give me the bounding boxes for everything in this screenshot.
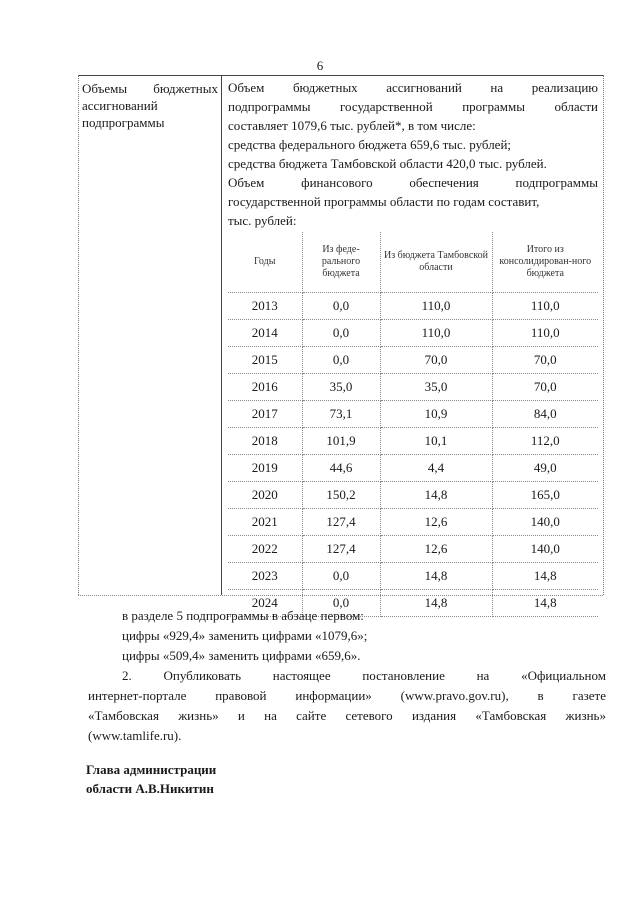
table-row xyxy=(228,347,598,374)
year-cell: 2021 xyxy=(228,509,302,536)
regional-cell: 110,0 xyxy=(380,293,492,320)
regional-cell: 12,6 xyxy=(380,536,492,563)
federal-cell: 35,0 xyxy=(302,374,380,401)
signature-name: области А.В.Никитин xyxy=(86,781,214,796)
amendment-text xyxy=(88,606,606,746)
federal-cell: 0,0 xyxy=(302,590,380,617)
year-cell: 2017 xyxy=(228,401,302,428)
header-federal: Из феде-рального бюджета xyxy=(302,232,380,293)
federal-cell: 150,2 xyxy=(302,482,380,509)
table-header-row xyxy=(228,232,598,293)
header-total: Итого из консолидирован-ного бюджета xyxy=(492,232,598,293)
budget-volume-label-cell xyxy=(82,80,218,131)
paragraph-1: в разделе 5 подпрограммы в абзаце первом: xyxy=(122,608,364,623)
table-row xyxy=(228,509,598,536)
signature-block xyxy=(86,760,216,798)
label-word-2: бюджетных xyxy=(153,81,218,96)
table-frame-left-border xyxy=(78,75,79,595)
regional-cell: 4,4 xyxy=(380,455,492,482)
table-row xyxy=(228,563,598,590)
budget-description xyxy=(228,78,598,230)
description-line-4: средства федерального бюджета 659,6 тыс. рублей; xyxy=(228,137,512,152)
table-row xyxy=(228,401,598,428)
federal-cell: 0,0 xyxy=(302,293,380,320)
regional-cell: 10,9 xyxy=(380,401,492,428)
total-cell: 140,0 xyxy=(492,536,598,563)
federal-cell: 73,1 xyxy=(302,401,380,428)
page-number: 6 xyxy=(316,58,324,73)
total-cell: 84,0 xyxy=(492,401,598,428)
table-frame-middle-border xyxy=(221,75,222,595)
federal-cell: 127,4 xyxy=(302,536,380,563)
total-cell: 112,0 xyxy=(492,428,598,455)
paragraph-4-line-4: (www.tamlife.ru). xyxy=(88,728,182,743)
total-cell: 70,0 xyxy=(492,347,598,374)
label-line-3: подпрограммы xyxy=(82,115,165,130)
federal-cell: 101,9 xyxy=(302,428,380,455)
year-cell: 2015 xyxy=(228,347,302,374)
total-cell: 140,0 xyxy=(492,509,598,536)
table-row xyxy=(228,320,598,347)
regional-cell: 14,8 xyxy=(380,590,492,617)
header-years: Годы xyxy=(228,232,302,293)
budget-by-year-table xyxy=(228,232,598,617)
year-cell: 2016 xyxy=(228,374,302,401)
table-row xyxy=(228,374,598,401)
table-row xyxy=(228,428,598,455)
total-cell: 110,0 xyxy=(492,320,598,347)
header-regional: Из бюджета Тамбовской области xyxy=(380,232,492,293)
paragraph-4-line-1: 2. Опубликовать настоящее постановление на «Официальном xyxy=(122,668,606,683)
year-cell: 2023 xyxy=(228,563,302,590)
description-line-7: государственной программы области по годам составит, xyxy=(228,194,540,209)
paragraph-4-line-2: интернет-портале правовой информации» (www.pravo.gov.ru), в газете xyxy=(88,688,606,703)
label-word-1: Объемы xyxy=(82,81,128,96)
signature-title: Глава администрации xyxy=(86,762,217,777)
year-cell: 2019 xyxy=(228,455,302,482)
table-frame-right-border xyxy=(603,75,604,595)
year-cell: 2018 xyxy=(228,428,302,455)
year-cell: 2013 xyxy=(228,293,302,320)
year-cell: 2024 xyxy=(228,590,302,617)
description-line-8: тыс. рублей: xyxy=(228,213,297,228)
table-row xyxy=(228,536,598,563)
paragraph-3: цифры «509,4» заменить цифрами «659,6». xyxy=(122,648,361,663)
federal-cell: 0,0 xyxy=(302,563,380,590)
regional-cell: 12,6 xyxy=(380,509,492,536)
table-row xyxy=(228,482,598,509)
regional-cell: 35,0 xyxy=(380,374,492,401)
federal-cell: 127,4 xyxy=(302,509,380,536)
total-cell: 14,8 xyxy=(492,563,598,590)
year-cell: 2022 xyxy=(228,536,302,563)
description-line-1: Объем бюджетных ассигнований на реализацию xyxy=(228,80,598,95)
description-line-6: Объем финансового обеспечения подпрограммы xyxy=(228,175,598,190)
federal-cell: 44,6 xyxy=(302,455,380,482)
table-frame-top-border xyxy=(78,75,603,76)
table-row xyxy=(228,455,598,482)
year-cell: 2020 xyxy=(228,482,302,509)
table-row xyxy=(228,293,598,320)
regional-cell: 14,8 xyxy=(380,563,492,590)
description-line-3: составляет 1079,6 тыс. рублей*, в том числе: xyxy=(228,118,476,133)
paragraph-2: цифры «929,4» заменить цифрами «1079,6»; xyxy=(122,628,368,643)
total-cell: 165,0 xyxy=(492,482,598,509)
year-cell: 2014 xyxy=(228,320,302,347)
federal-cell: 0,0 xyxy=(302,320,380,347)
regional-cell: 10,1 xyxy=(380,428,492,455)
label-line-2: ассигнований xyxy=(82,98,158,113)
regional-cell: 70,0 xyxy=(380,347,492,374)
total-cell: 70,0 xyxy=(492,374,598,401)
paragraph-4-line-3: «Тамбовская жизнь» и на сайте сетевого издания «Тамбовская жизнь» xyxy=(88,708,606,723)
total-cell: 49,0 xyxy=(492,455,598,482)
regional-cell: 14,8 xyxy=(380,482,492,509)
regional-cell: 110,0 xyxy=(380,320,492,347)
description-line-5: средства бюджета Тамбовской области 420,0 тыс. рублей. xyxy=(228,156,547,171)
description-line-2: подпрограммы государственной программы области xyxy=(228,99,598,114)
total-cell: 110,0 xyxy=(492,293,598,320)
label-line-1 xyxy=(82,80,218,97)
federal-cell: 0,0 xyxy=(302,347,380,374)
total-cell: 14,8 xyxy=(492,590,598,617)
